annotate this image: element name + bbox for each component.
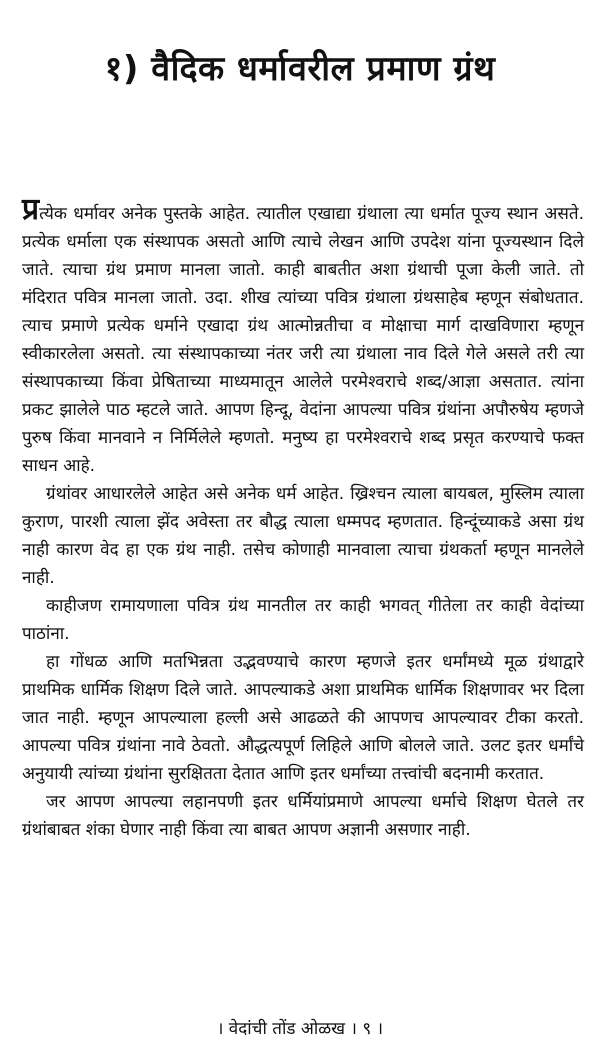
paragraph-5: जर आपण आपल्या लहानपणी इतर धर्मियांप्रमाणे आपल्या धर्माचे शिक्षण घेतले तर ग्रंथांबाबत शंका घेणार नाही किंवा त्या बाबत आपण अज्ञानी असणार नाही.	[22, 792, 584, 840]
body-text	[22, 192, 584, 844]
paragraph-2: ग्रंथांवर आधारलेले आहेत असे अनेक धर्म आहेत. ख्रिश्चन त्याला बायबल, मुस्लिम त्याला कुराण, पारशी त्याला झेंद अवेस्ता तर बौद्ध त्याला धम्मपद म्हणतात. हिन्दूंच्याकडे असा ग्रंथ नाही कारण वेद हा एक ग्रंथ नाही. तसेच कोणाही मानवाला त्याचा ग्रंथकर्ता म्हणून मानलेले नाही.	[22, 484, 584, 588]
drop-cap: प्र	[22, 192, 40, 227]
paragraph-4: हा गोंधळ आणि मतभिन्नता उद्भवण्याचे कारण म्हणजे इतर धर्मांमध्ये मूळ ग्रंथाद्वारे प्राथमिक धार्मिक शिक्षण दिले जाते. आपल्याकडे अशा प्राथमिक धार्मिक शिक्षणावर भर दिला जात नाही. म्हणून आपल्याला हल्ली असे आढळते की आपणच आपल्यावर टीका करतो. आपल्या पवित्र ग्रंथांना नावे ठेवतो. औद्धत्यपूर्ण लिहिले आणि बोलले जाते. उलट इतर धर्मांचे अनुयायी त्यांच्या ग्रंथांना सुरक्षितता देतात आणि इतर धर्मांच्या तत्त्वांची बदनामी करतात.	[22, 652, 584, 784]
page-title: १) वैदिक धर्मावरील प्रमाण ग्रंथ	[104, 48, 496, 89]
paragraph-1	[22, 192, 584, 480]
page-footer: । वेदांची तोंड ओळख । ९ ।	[216, 1019, 384, 1039]
paragraph-1-text: त्येक धर्मावर अनेक पुस्तके आहेत. त्यातील एखाद्या ग्रंथाला त्या धर्मात पूज्य स्थान असते. प्रत्येक धर्माला एक संस्थापक असतो आणि त्याचे लेखन आणि उपदेश यांना पूज्यस्थान दिले जाते. त्याचा ग्रंथ प्रमाण मानला जातो. काही बाबतीत अशा ग्रंथाची पूजा केली जाते. तो मंदिरात पवित्र मानला जातो. उदा. शीख त्यांच्या पवित्र ग्रंथाला ग्रंथसाहेब म्हणून संबोधतात. त्याच प्रमाणे प्रत्येक धर्माने एखादा ग्रंथ आत्मोन्नतीचा व मोक्षाचा मार्ग दाखविणारा म्हणून स्वीकारलेला असतो. त्या संस्थापकाच्या नंतर जरी त्या ग्रंथाला नाव दिले गेले असले तरी त्या संस्थापकाच्या किंवा प्रेषिताच्या माध्यमातून आलेले परमेश्वराचे शब्द/आज्ञा असतात. त्यांना प्रकट झालेले पाठ म्हटले जाते. आपण हिन्दू, वेदांना आपल्या पवित्र ग्रंथांना अपौरुषेय म्हणजे पुरुष किंवा मानवाने न निर्मिलेले म्हणतो. मनुष्य हा परमेश्वराचे शब्द प्रसृत करण्याचे फक्त साधन आहे.	[22, 204, 584, 476]
paragraph-3: काहीजण रामायणाला पवित्र ग्रंथ मानतील तर काही भगवत् गीतेला तर काही वेदांच्या पाठांना.	[22, 596, 584, 644]
